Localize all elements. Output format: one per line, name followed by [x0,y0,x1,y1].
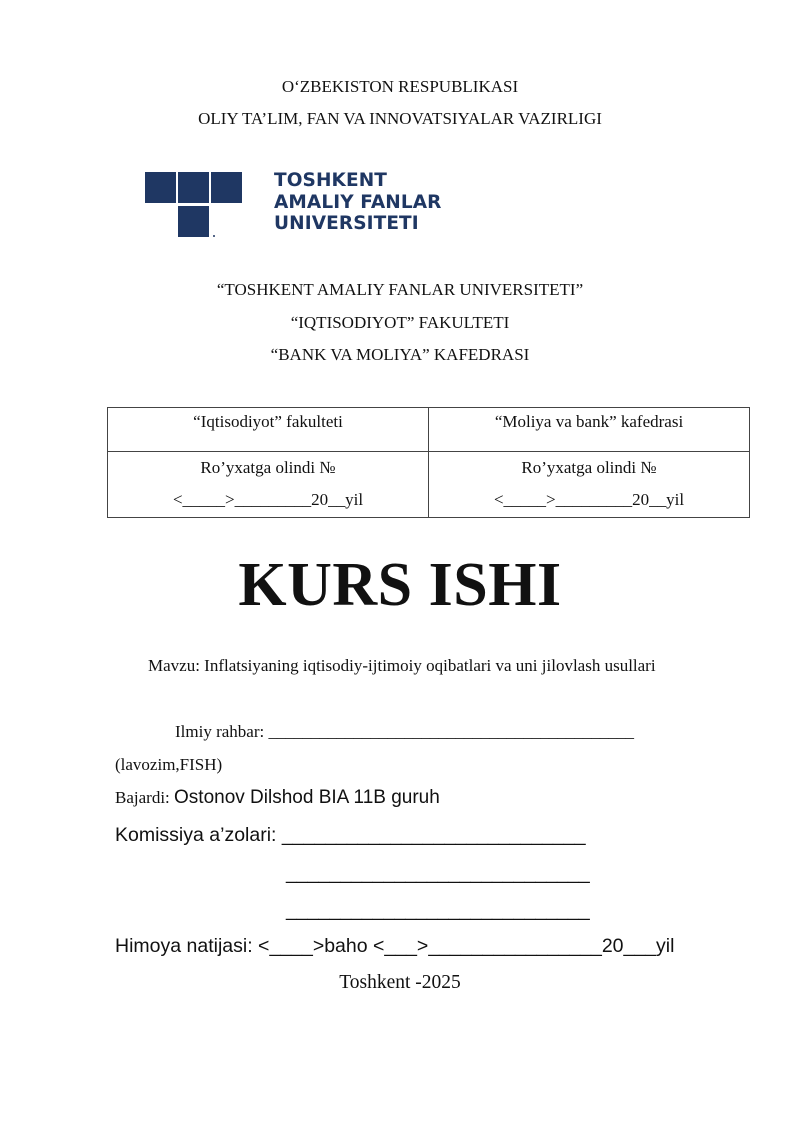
commission-line: Komissiya a’zolari: ____________________________ [115,824,586,846]
supervisor-note: (lavozim,FISH) [115,755,223,774]
faculty-registration-label: Ro’yxatga olindi № [200,458,336,477]
commission-line-3: ____________________________ [286,899,590,921]
department-name: “BANK VA MOLIYA” KAFEDRASI [270,345,530,364]
ministry-heading: OLIY TA’LIM, FAN VA INNOVATSIYALAR VAZIRLIGI [198,109,602,128]
supervisor-line: Ilmiy rahbar: ___________________________________________ [175,722,634,741]
department-registration-label: Ro’yxatga olindi № [521,458,657,477]
logo-line-1: TOSHKENT [274,170,388,191]
faculty-cell-header: “Iqtisodiyot” fakulteti [108,408,429,452]
defense-result-line: Himoya natijasi: <____>baho <___>________________20___yil [115,935,675,957]
department-cell-header: “Moliya va bank” kafedrasi [429,408,750,452]
commission-line-2: ____________________________ [286,862,590,884]
faculty-registration-date: <_____>_________20__yil [172,490,364,509]
document-title: KURS ISHI [238,551,562,619]
faculty-name: “IQTISODIYOT” FAKULTETI [290,313,510,332]
place-year: Toshkent -2025 [339,972,461,993]
department-registration-date: <_____>_________20__yil [493,490,685,509]
faculty-registration-cell [108,452,429,518]
logo-line-2: AMALIY FANLAR [274,191,442,213]
department-registration-cell [429,452,750,518]
logo-wordmark [274,170,442,235]
university-name: “TOSHKENT AMALIY FANLAR UNIVERSITETI” [216,280,584,299]
republic-heading: O‘ZBEKISTON RESPUBLIKASI [281,77,519,96]
logo-line-3: UNIVERSITETI [274,213,419,234]
author-label: Bajardi: [115,788,175,807]
topic-line: Mavzu: Inflatsiyaning iqtisodiy-ijtimoiy oqibatlari va uni jilovlash usullari [148,656,656,675]
author-line [115,787,440,809]
registration-table [107,407,750,518]
author-value: Ostonov Dilshod BIA 11B guruh [174,787,440,808]
